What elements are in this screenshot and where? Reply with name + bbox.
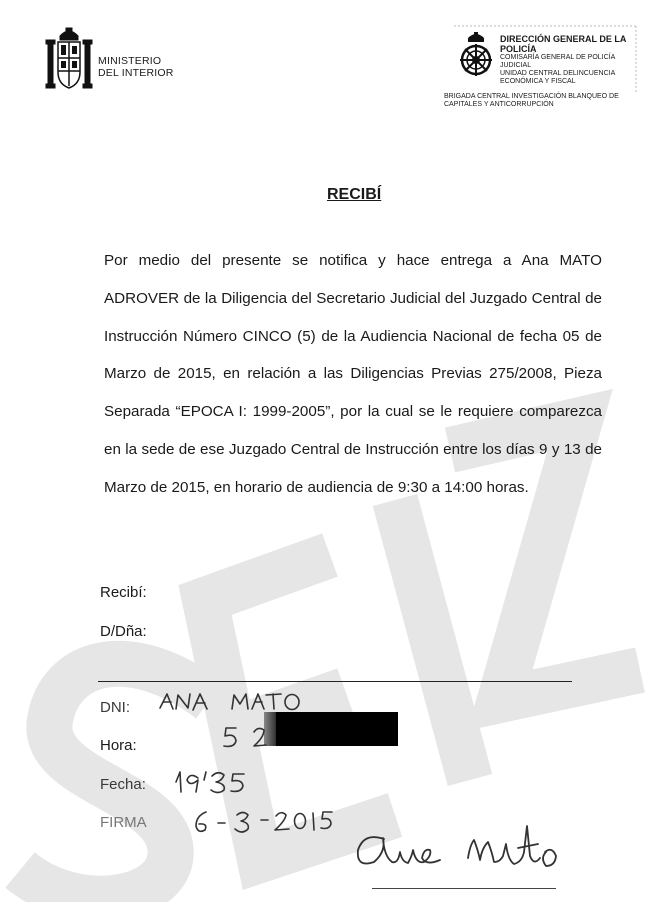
- police-line-4: JUDICIAL: [500, 62, 532, 69]
- police-line-7: BRIGADA CENTRAL INVESTIGACIÓN BLANQUEO DE: [444, 93, 619, 100]
- signature-line: [372, 888, 556, 889]
- firma-label: FIRMA: [100, 814, 147, 831]
- police-line-2: POLICÍA: [500, 44, 537, 54]
- fecha-label: Fecha:: [100, 776, 146, 793]
- document-title: RECIBÍ: [327, 186, 382, 203]
- police-line-8: CAPITALES Y ANTICORRUPCIÓN: [444, 101, 554, 108]
- ministry-line-1: MINISTERIO: [98, 55, 162, 67]
- notification-body: Por medio del presente se notifica y hace entrega a Ana MATO ADROVER de la Diligencia del Secretario Judicial del Juzgado Central de Instrucción Número CINCO (5) de la Audiencia Nacional de fecha 05 de Marzo de 2015, en relación a las Diligencias Previas 275/2008, Pieza Separada “EPOCA I: 1999-2005”, por la cual se le requiere comparezca en la sede de ese Juzgado Central de Instrucción entre los días 9 y 13 de Marzo de 2015, en horario de audiencia de 9:30 a 14:00 horas.: [104, 252, 602, 496]
- ministry-line-2: DEL INTERIOR: [98, 67, 174, 79]
- police-line-5: UNIDAD CENTRAL DELINCUENCIA: [500, 70, 616, 77]
- dna-label: D/Dña:: [100, 623, 147, 640]
- police-line-3: COMISARÍA GENERAL DE POLICÍA: [500, 54, 616, 61]
- handwritten-dni: [224, 728, 266, 746]
- handwritten-hora: [176, 772, 244, 793]
- handwritten-name: [160, 694, 299, 710]
- police-line-1: DIRECCIÓN GENERAL DE LA: [500, 34, 627, 44]
- police-line-6: ECONÓMICA Y FISCAL: [500, 78, 576, 85]
- recibi-label: Recibí:: [100, 584, 147, 601]
- dni-label: DNI:: [100, 699, 130, 716]
- signature: [358, 826, 556, 866]
- hora-label: Hora:: [100, 737, 137, 754]
- handwritten-fecha: [196, 812, 332, 832]
